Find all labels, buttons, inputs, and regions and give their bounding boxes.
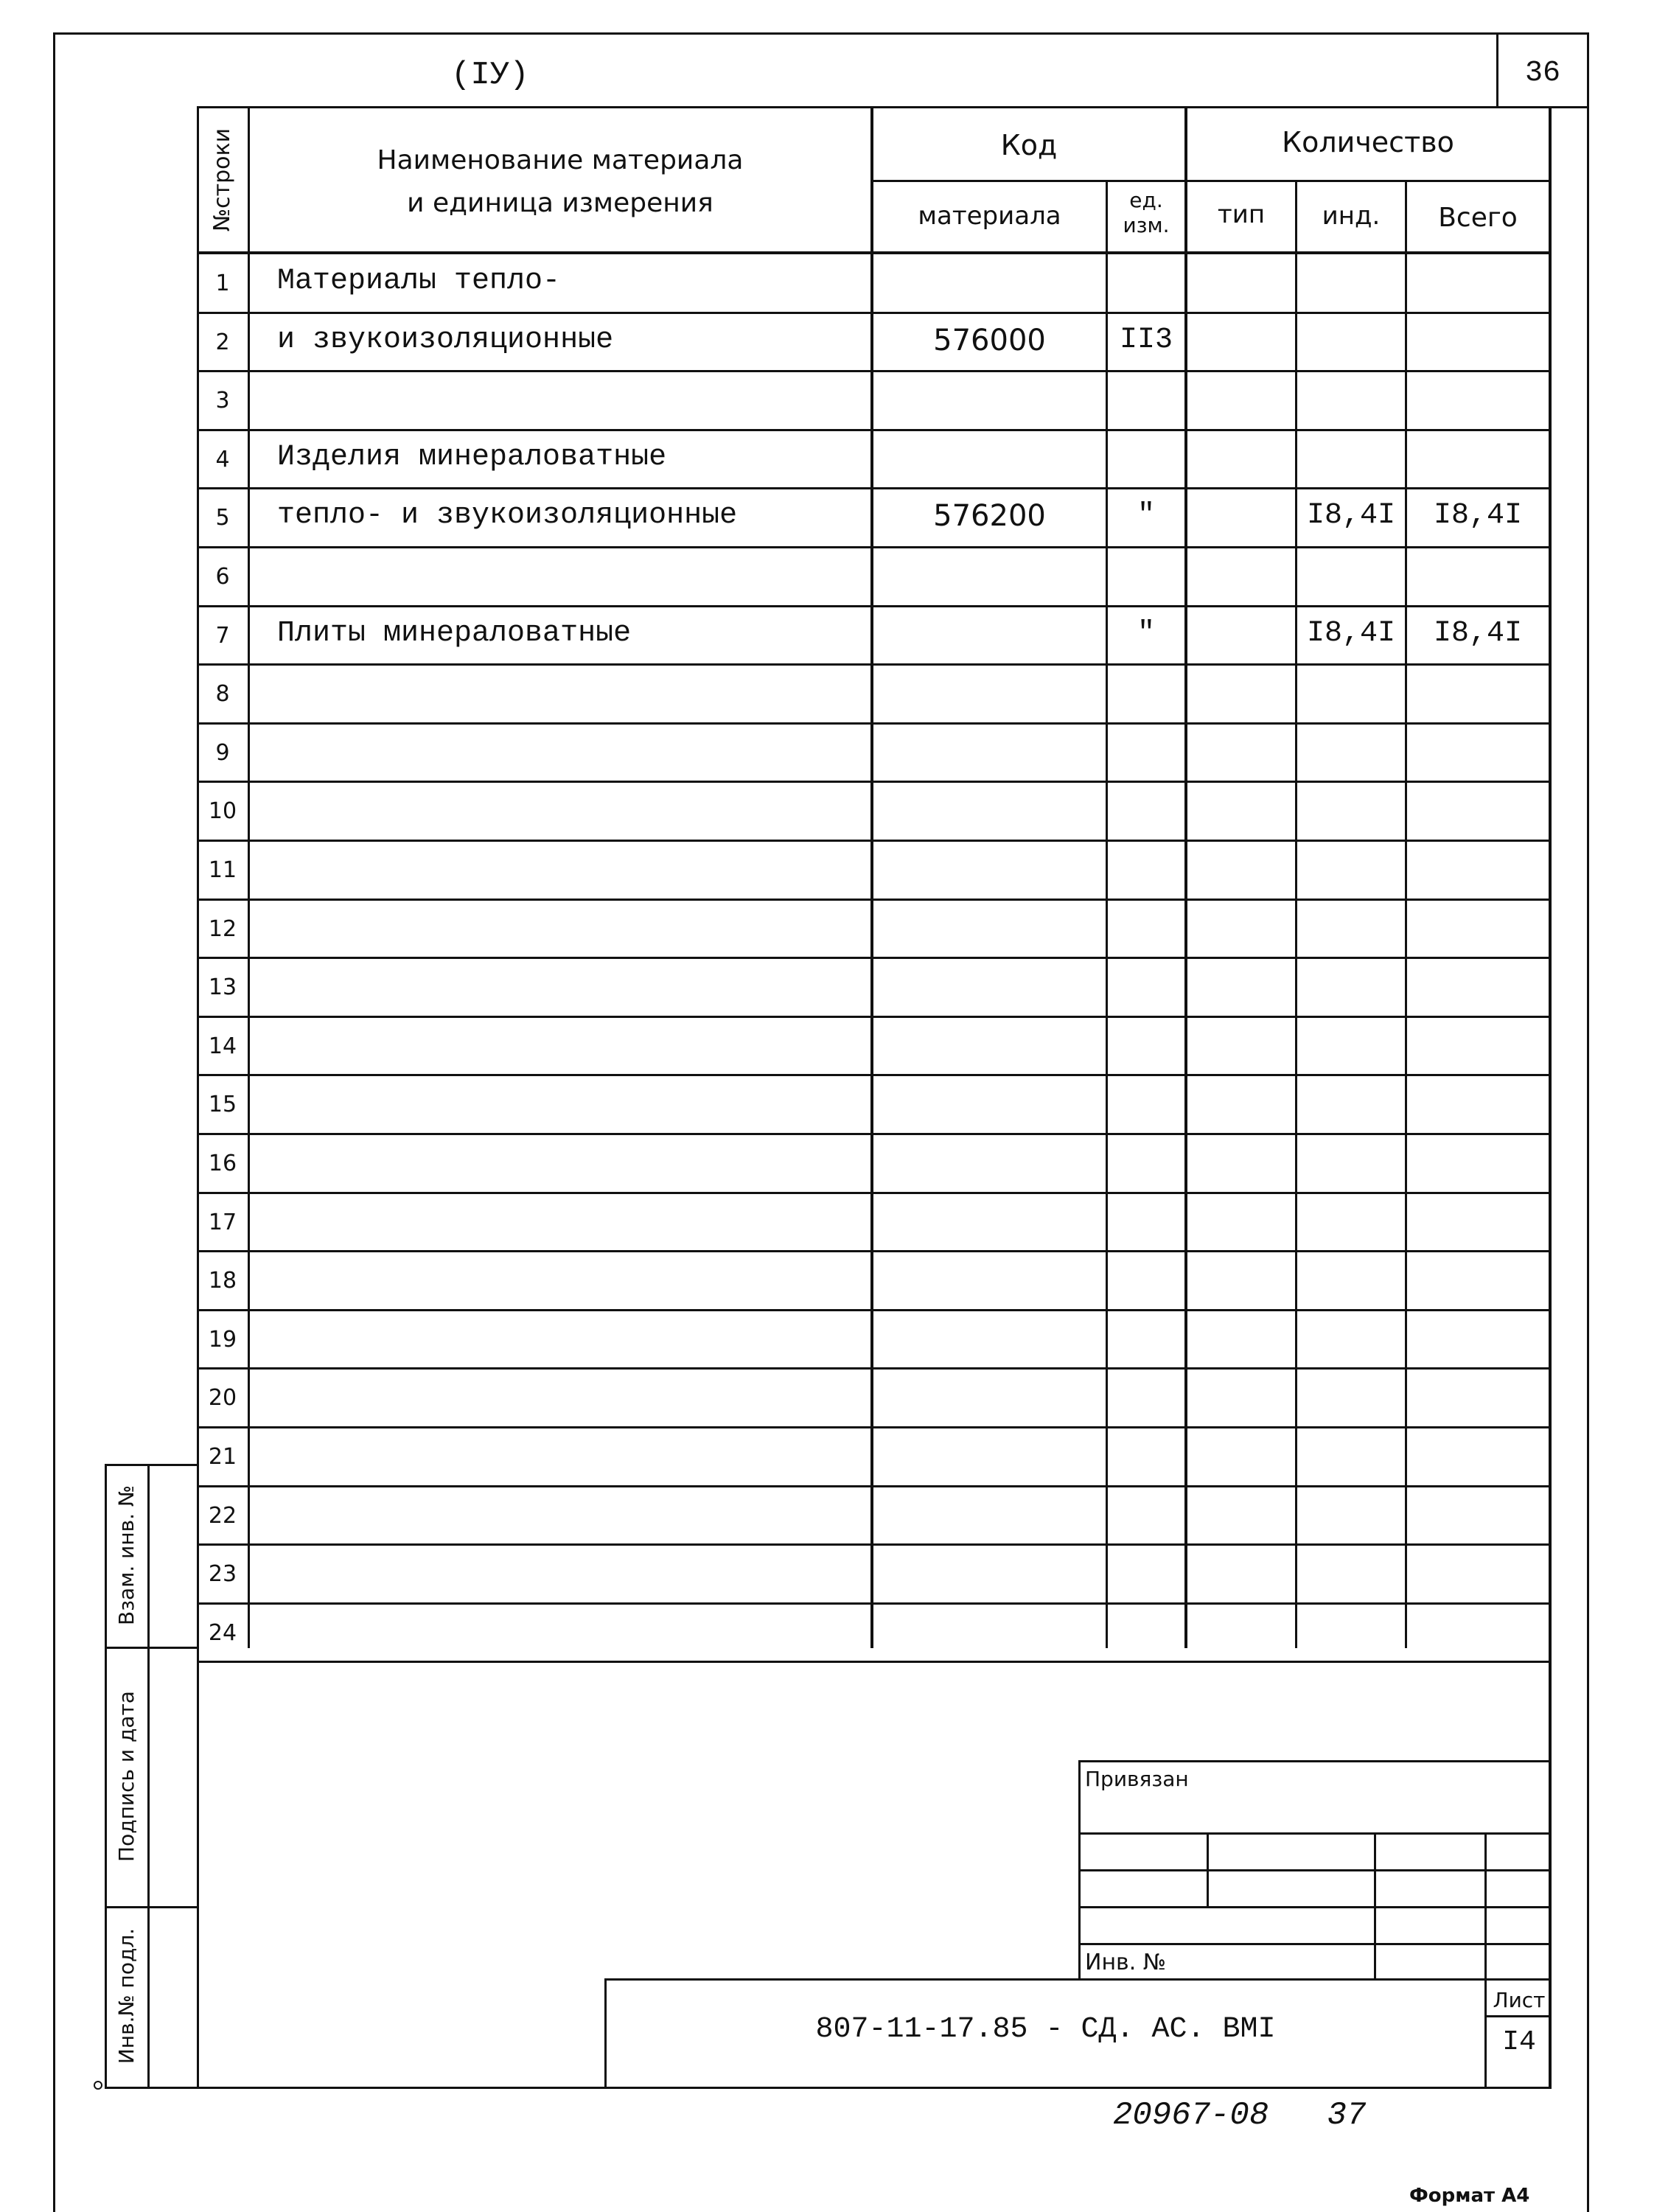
table-row xyxy=(0,1427,1668,1486)
stamp-line-1 xyxy=(1078,1832,1552,1835)
table-row xyxy=(0,1016,1668,1075)
header-qty-type: тип xyxy=(1217,200,1266,229)
page-number: 36 xyxy=(1524,57,1560,90)
row-number: 18 xyxy=(208,1268,237,1294)
header-row-no: №строки xyxy=(209,128,235,232)
table-row xyxy=(0,313,1668,371)
row-number: 9 xyxy=(215,740,230,766)
side-div-1 xyxy=(105,1647,199,1649)
table-row xyxy=(0,1486,1668,1545)
table-row xyxy=(0,547,1668,606)
side-label-inv-podl: Инв.№ подл. xyxy=(114,1927,139,2065)
table-row xyxy=(0,781,1668,840)
row-qty-ind: I8,4I xyxy=(1306,499,1396,532)
row-number: 19 xyxy=(208,1327,237,1353)
header-code: Код xyxy=(1000,129,1058,161)
table-row xyxy=(0,840,1668,899)
table-row xyxy=(0,899,1668,958)
row-unit-code: " xyxy=(1137,617,1155,650)
table-row xyxy=(0,1251,1668,1310)
row-name: Материалы тепло- xyxy=(277,265,561,298)
header-name-line2: и единица измерения xyxy=(407,188,713,218)
row-qty-total: I8,4I xyxy=(1433,617,1523,650)
side-bottom xyxy=(105,2087,199,2089)
inv-no-label: Инв. № xyxy=(1085,1950,1167,1975)
header-sub-divider xyxy=(870,180,1552,182)
row-number: 16 xyxy=(208,1151,237,1176)
table-row xyxy=(0,430,1668,489)
table-row xyxy=(0,957,1668,1016)
row-number: 8 xyxy=(215,681,230,707)
row-number: 6 xyxy=(215,564,230,590)
side-inner-border xyxy=(147,1464,150,2089)
table-row xyxy=(0,1368,1668,1427)
table-row xyxy=(0,1193,1668,1252)
table-row xyxy=(0,1544,1668,1603)
stamp-col-1 xyxy=(1207,1832,1209,1908)
privyazan-top xyxy=(1078,1760,1552,1762)
row-number: 12 xyxy=(208,916,237,942)
row-name: тепло- и звукоизоляционные xyxy=(277,499,738,532)
handwritten-archive-number: 20967-08 37 xyxy=(1113,2097,1367,2134)
row-number: 21 xyxy=(208,1444,237,1470)
header-code-unit-1: ед. xyxy=(1129,188,1163,212)
row-number: 20 xyxy=(208,1385,237,1411)
table-top-border xyxy=(197,106,1552,108)
side-div-2 xyxy=(105,1906,199,1908)
row-qty-total: I8,4I xyxy=(1433,499,1523,532)
row-number: 1 xyxy=(215,271,230,296)
row-number: 11 xyxy=(208,857,237,883)
table-row xyxy=(0,606,1668,665)
binding-hole-mark xyxy=(94,2081,102,2090)
stamp-col-2 xyxy=(1374,1832,1376,1980)
stamp-line-2 xyxy=(1078,1869,1552,1871)
table-row xyxy=(0,371,1668,430)
table-row xyxy=(0,723,1668,782)
row-name: Плиты минераловатные xyxy=(277,617,632,650)
row-name: и звукоизоляционные xyxy=(277,324,614,357)
stamp-line-4 xyxy=(1078,1943,1552,1945)
table-row xyxy=(0,1310,1668,1369)
row-number: 24 xyxy=(208,1620,237,1646)
row-number: 2 xyxy=(215,329,230,355)
row-name: Изделия минераловатные xyxy=(277,441,667,474)
row-unit-code: " xyxy=(1137,499,1155,532)
table-row xyxy=(0,254,1668,313)
document-designation: 807-11-17.85 - СД. АС. ВМI xyxy=(815,2013,1276,2046)
header-name-line1: Наименование материала xyxy=(377,145,744,175)
side-outer-border xyxy=(105,1464,107,2089)
format-label: Формат А4 xyxy=(1409,2185,1530,2207)
stamp-line-3 xyxy=(1078,1906,1552,1908)
row-number: 7 xyxy=(215,623,230,649)
row-number: 5 xyxy=(215,505,230,531)
side-label-vzam: Взам. инв. № xyxy=(114,1484,139,1626)
sheet-divider xyxy=(1484,2015,1552,2017)
header-quantity: Количество xyxy=(1282,126,1454,158)
table-row xyxy=(0,488,1668,547)
row-number: 4 xyxy=(215,447,230,472)
frame-top-border xyxy=(53,32,1589,35)
row-number: 23 xyxy=(208,1561,237,1587)
row-number: 14 xyxy=(208,1033,237,1059)
row-qty-ind: I8,4I xyxy=(1306,617,1396,650)
table-row xyxy=(0,1603,1668,1662)
privyazan-label: Привязан xyxy=(1085,1767,1189,1791)
sheet-label: Лист xyxy=(1493,1988,1546,2012)
row-unit-code: II3 xyxy=(1119,324,1173,357)
side-label-podpis: Подпись и дата xyxy=(114,1691,139,1862)
row-material-code: 576200 xyxy=(933,499,1046,533)
row-number: 15 xyxy=(208,1092,237,1117)
row-number: 10 xyxy=(208,798,237,824)
designation-top xyxy=(604,1978,1552,1981)
header-code-unit-2: изм. xyxy=(1123,213,1170,237)
sheet-number: I4 xyxy=(1502,2026,1536,2058)
header-qty-total: Всего xyxy=(1438,203,1518,233)
header-code-material: материала xyxy=(918,201,1061,231)
table-row xyxy=(0,664,1668,723)
row-number: 17 xyxy=(208,1210,237,1235)
row-number: 3 xyxy=(215,388,230,414)
side-top xyxy=(105,1464,199,1466)
row-material-code: 576000 xyxy=(933,324,1046,357)
title-block-bottom xyxy=(197,2087,1552,2089)
row-number: 22 xyxy=(208,1503,237,1529)
row-number: 13 xyxy=(208,974,237,1000)
variant-label: (IУ) xyxy=(451,57,529,94)
table-row xyxy=(0,1134,1668,1193)
table-row xyxy=(0,1075,1668,1134)
header-qty-ind: инд. xyxy=(1322,201,1381,231)
